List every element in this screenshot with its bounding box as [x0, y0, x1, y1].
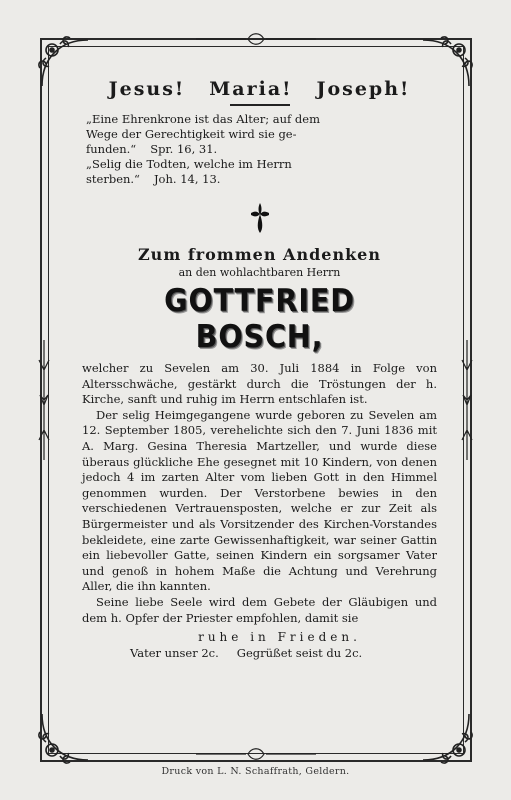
cross-icon [249, 201, 271, 235]
verse-line-end: sterben.“ [86, 172, 140, 186]
top-ornament [196, 30, 316, 48]
paragraph-prayer: Seine liebe Seele wird dem Gebete der Gläubigen und dem h. Opfer der Priester empfohlen, damit sie [82, 594, 437, 625]
verse-2 [82, 157, 437, 187]
closing-prayer: Gegrüßet seist du 2c. [236, 646, 363, 661]
corner-ornament-bottom-right [411, 702, 481, 772]
rest-in-peace: ruhe in Frieden. [198, 630, 361, 645]
honored-line: an den wohlachtbaren Herrn [178, 266, 341, 279]
verse-line: Wege der Gerechtigkeit wird sie ge- [86, 127, 297, 141]
verse-reference: Joh. 14, 13. [153, 172, 221, 186]
verse-line: „Selig die Todten, welche im Herrn [86, 157, 292, 171]
divider [230, 104, 290, 106]
printer-imprint: Druck von L. N. Schaffrath, Geldern. [161, 766, 350, 777]
verse-line [86, 142, 437, 157]
header-word: Jesus! [108, 78, 186, 100]
bottom-ornament [196, 745, 316, 763]
verse-line: „Eine Ehrenkrone ist das Alter; auf dem [86, 112, 320, 126]
corner-ornament-bottom-left [30, 702, 100, 772]
header-word: Maria! [209, 78, 293, 100]
paragraph-death: welcher zu Sevelen am 30. Juli 1884 in Folge von Altersschwäche, gestärkt durch die Tröstungen der h. Kirche, sanft und ruhig im Herrn entschlafen ist. [82, 361, 437, 407]
verse-line-end: funden.“ [86, 142, 137, 156]
closing-prayers [82, 646, 437, 660]
verse-1 [82, 112, 437, 157]
card-content [82, 70, 437, 660]
side-ornament-left [37, 340, 51, 460]
header-invocation [82, 78, 437, 100]
verse-line [86, 172, 437, 187]
deceased-name: GOTTFRIED BOSCH, [164, 283, 355, 355]
memorial-title: Zum frommen Andenken [138, 245, 381, 264]
cross-container [82, 201, 437, 239]
header-word: Joseph! [316, 78, 411, 100]
side-ornament-right [460, 340, 474, 460]
paragraph-biography: Der selig Heimgegangene wurde geboren zu Sevelen am 12. September 1805, verehelichte sich den 7. Juni 1836 mit A. Marg. Gesina Theresia Martzeller, und wurde diese überaus glückliche Ehe gesegnet mit 10 Kindern, von denen jedoch 4 im zarten Alter vom lieben Gott in den Himmel genommen wurden. Der Verstorbene bewies in den verschiedenen Vertrauensposten, welche er zur Zeit als Bürgermeister und als Vorsitzender des Kirchen-Vorstandes bekleidete, eine zarte Gewissenhaftigkeit, war seiner Gattin ein liebevoller Gatte, seinen Kindern ein sorgsamer Vater und genoß in hohem Maße die Achtung und Verehrung Aller, die ihn kannten. [82, 407, 437, 594]
verse-reference: Spr. 16, 31. [150, 142, 218, 156]
closing-prayer: Vater unser 2c. [130, 646, 219, 661]
